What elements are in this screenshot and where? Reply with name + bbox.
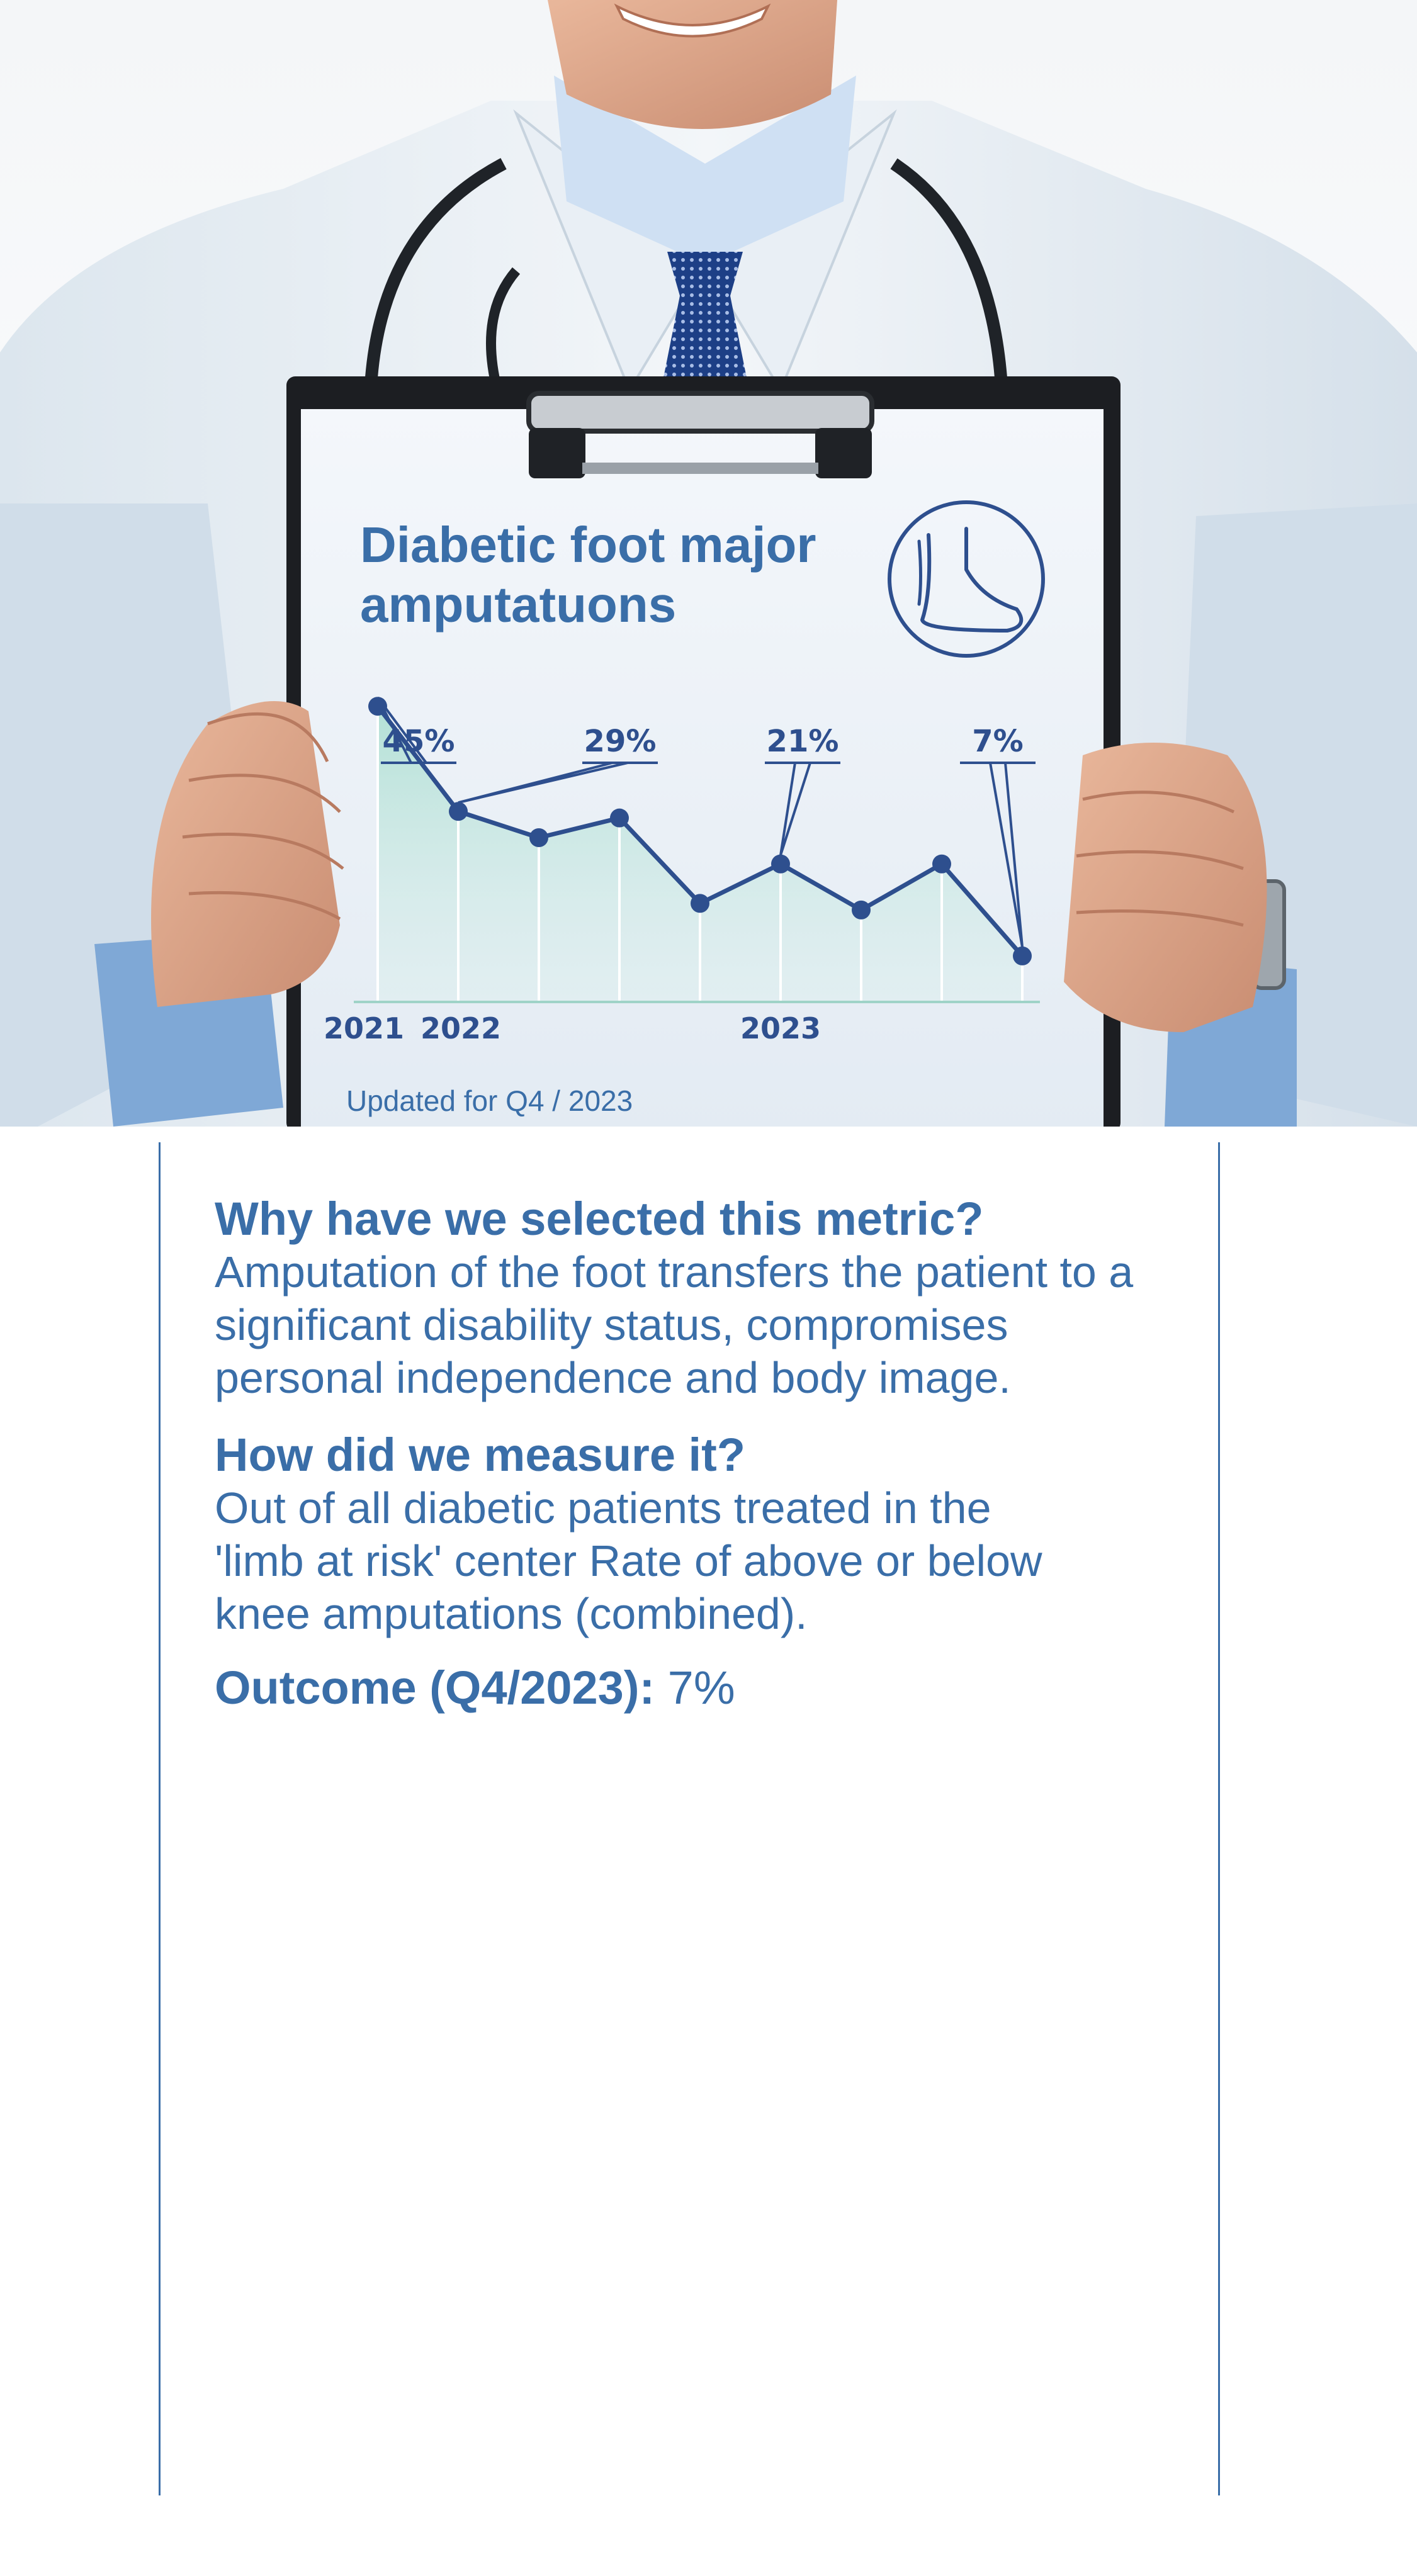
data-label: 45% (382, 724, 455, 759)
chart-title-line1: Diabetic foot major (360, 517, 816, 573)
data-point (368, 697, 387, 716)
answer-how-measured: Out of all diabetic patients treated in the 'limb at risk' center Rate of above or below knee amputations (combined). (215, 1483, 1042, 1638)
measurement-section (215, 1429, 1197, 1640)
question-why-selected: Why have we selected this metric? (215, 1193, 984, 1245)
chart-title-line2: amputatuons (360, 577, 677, 633)
doctor-photo (0, 0, 1417, 1127)
outcome-value: 7% (655, 1662, 735, 1714)
data-point (852, 901, 871, 920)
metric-selection-section (215, 1193, 1197, 1404)
data-point (610, 809, 629, 828)
data-point (449, 802, 468, 821)
data-label: 29% (584, 724, 657, 759)
data-label: 7% (972, 724, 1024, 759)
info-panel (159, 1142, 1220, 2495)
x-tick-label: 2023 (740, 1011, 821, 1045)
data-point (1013, 947, 1032, 965)
x-tick-label: 2021 (323, 1011, 405, 1045)
updated-text: Updated for Q4 / 2023 (346, 1084, 633, 1117)
question-how-measured: How did we measure it? (215, 1429, 745, 1481)
data-label: 21% (766, 724, 839, 759)
outcome-line (215, 1662, 1197, 1714)
data-point (529, 828, 548, 847)
x-tick-label: 2022 (420, 1011, 502, 1045)
data-point (932, 855, 951, 874)
outcome-label: Outcome (Q4/2023): (215, 1662, 655, 1714)
answer-why-selected: Amputation of the foot transfers the patient to a significant disability status, compromises personal independence and body image. (215, 1247, 1134, 1402)
data-point (771, 855, 790, 874)
data-point (691, 894, 709, 913)
